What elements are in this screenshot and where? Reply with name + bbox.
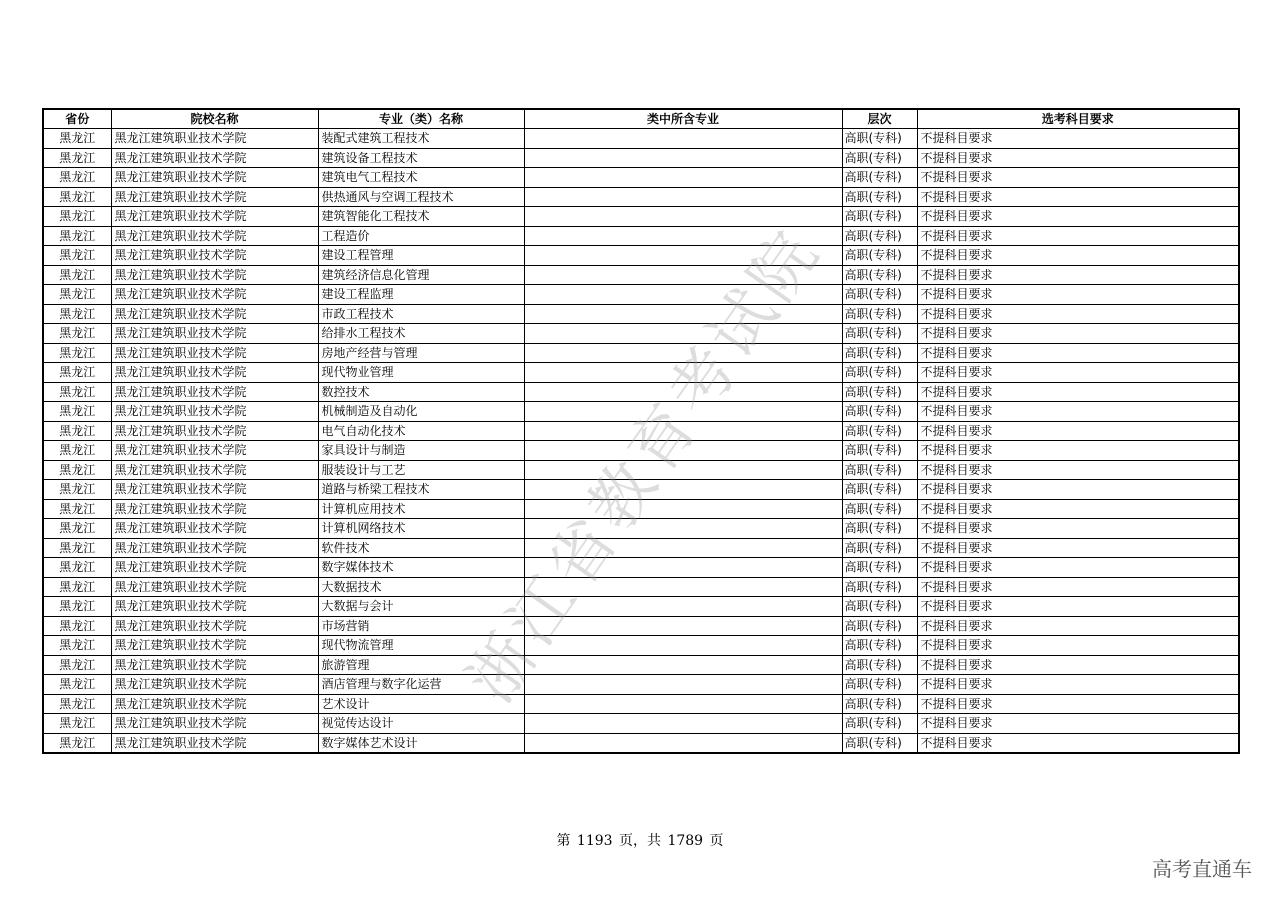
cell-included-majors	[524, 421, 842, 441]
cell-included-majors	[524, 733, 842, 753]
cell-included-majors	[524, 343, 842, 363]
cell-province: 黑龙江	[43, 324, 111, 344]
cell-school: 黑龙江建筑职业技术学院	[111, 207, 318, 227]
cell-province: 黑龙江	[43, 636, 111, 656]
cell-subject-requirement: 不提科目要求	[917, 538, 1239, 558]
cell-major: 供热通风与空调工程技术	[318, 187, 524, 207]
cell-major: 建设工程监理	[318, 285, 524, 305]
cell-province: 黑龙江	[43, 655, 111, 675]
cell-school: 黑龙江建筑职业技术学院	[111, 519, 318, 539]
cell-province: 黑龙江	[43, 694, 111, 714]
cell-level: 高职(专科)	[842, 421, 917, 441]
table-header-row	[43, 109, 1239, 129]
cell-major: 道路与桥梁工程技术	[318, 480, 524, 500]
table-body	[43, 129, 1239, 753]
cell-included-majors	[524, 460, 842, 480]
cell-major: 机械制造及自动化	[318, 402, 524, 422]
cell-province: 黑龙江	[43, 265, 111, 285]
cell-province: 黑龙江	[43, 558, 111, 578]
cell-level: 高职(专科)	[842, 402, 917, 422]
watermark: 浙江省教育考试院	[454, 214, 836, 717]
header-school: 院校名称	[111, 109, 318, 129]
cell-included-majors	[524, 265, 842, 285]
cell-major: 现代物流管理	[318, 636, 524, 656]
cell-level: 高职(专科)	[842, 733, 917, 753]
cell-included-majors	[524, 363, 842, 383]
header-major: 专业（类）名称	[318, 109, 524, 129]
table-row	[43, 460, 1239, 480]
cell-included-majors	[524, 519, 842, 539]
cell-province: 黑龙江	[43, 597, 111, 617]
table-row	[43, 129, 1239, 149]
cell-subject-requirement: 不提科目要求	[917, 460, 1239, 480]
cell-included-majors	[524, 616, 842, 636]
cell-level: 高职(专科)	[842, 655, 917, 675]
table-row	[43, 480, 1239, 500]
table-row	[43, 187, 1239, 207]
cell-province: 黑龙江	[43, 441, 111, 461]
cell-level: 高职(专科)	[842, 246, 917, 266]
cell-province: 黑龙江	[43, 343, 111, 363]
cell-subject-requirement: 不提科目要求	[917, 226, 1239, 246]
cell-province: 黑龙江	[43, 168, 111, 188]
cell-level: 高职(专科)	[842, 616, 917, 636]
cell-subject-requirement: 不提科目要求	[917, 577, 1239, 597]
cell-included-majors	[524, 636, 842, 656]
cell-major: 计算机网络技术	[318, 519, 524, 539]
cell-subject-requirement: 不提科目要求	[917, 324, 1239, 344]
table-row	[43, 519, 1239, 539]
cell-subject-requirement: 不提科目要求	[917, 402, 1239, 422]
cell-included-majors	[524, 402, 842, 422]
cell-school: 黑龙江建筑职业技术学院	[111, 441, 318, 461]
table-row	[43, 714, 1239, 734]
cell-level: 高职(专科)	[842, 636, 917, 656]
cell-province: 黑龙江	[43, 246, 111, 266]
cell-province: 黑龙江	[43, 402, 111, 422]
cell-school: 黑龙江建筑职业技术学院	[111, 694, 318, 714]
cell-school: 黑龙江建筑职业技术学院	[111, 226, 318, 246]
cell-subject-requirement: 不提科目要求	[917, 265, 1239, 285]
table-row	[43, 324, 1239, 344]
cell-included-majors	[524, 441, 842, 461]
cell-level: 高职(专科)	[842, 714, 917, 734]
header-included-majors: 类中所含专业	[524, 109, 842, 129]
admission-table	[42, 108, 1240, 754]
cell-included-majors	[524, 304, 842, 324]
cell-major: 视觉传达设计	[318, 714, 524, 734]
cell-province: 黑龙江	[43, 304, 111, 324]
cell-level: 高职(专科)	[842, 694, 917, 714]
cell-province: 黑龙江	[43, 733, 111, 753]
table-row	[43, 148, 1239, 168]
cell-included-majors	[524, 558, 842, 578]
cell-school: 黑龙江建筑职业技术学院	[111, 714, 318, 734]
cell-subject-requirement: 不提科目要求	[917, 207, 1239, 227]
cell-school: 黑龙江建筑职业技术学院	[111, 129, 318, 149]
table-row	[43, 207, 1239, 227]
table-row	[43, 733, 1239, 753]
cell-province: 黑龙江	[43, 226, 111, 246]
cell-level: 高职(专科)	[842, 519, 917, 539]
cell-included-majors	[524, 285, 842, 305]
cell-included-majors	[524, 499, 842, 519]
table-row	[43, 694, 1239, 714]
cell-major: 建设工程管理	[318, 246, 524, 266]
cell-major: 数控技术	[318, 382, 524, 402]
cell-school: 黑龙江建筑职业技术学院	[111, 558, 318, 578]
cell-major: 大数据与会计	[318, 597, 524, 617]
cell-subject-requirement: 不提科目要求	[917, 285, 1239, 305]
cell-included-majors	[524, 148, 842, 168]
table-row	[43, 577, 1239, 597]
cell-school: 黑龙江建筑职业技术学院	[111, 675, 318, 695]
table-row	[43, 441, 1239, 461]
cell-province: 黑龙江	[43, 129, 111, 149]
cell-included-majors	[524, 207, 842, 227]
cell-subject-requirement: 不提科目要求	[917, 363, 1239, 383]
table-row	[43, 226, 1239, 246]
cell-major: 大数据技术	[318, 577, 524, 597]
table-row	[43, 265, 1239, 285]
table-row	[43, 363, 1239, 383]
cell-included-majors	[524, 597, 842, 617]
table-row	[43, 616, 1239, 636]
table-row	[43, 558, 1239, 578]
cell-major: 工程造价	[318, 226, 524, 246]
brand-logo-text: 高考直通车	[1152, 857, 1252, 881]
cell-province: 黑龙江	[43, 480, 111, 500]
cell-level: 高职(专科)	[842, 480, 917, 500]
cell-level: 高职(专科)	[842, 441, 917, 461]
table-row	[43, 538, 1239, 558]
cell-subject-requirement: 不提科目要求	[917, 246, 1239, 266]
cell-subject-requirement: 不提科目要求	[917, 499, 1239, 519]
cell-province: 黑龙江	[43, 421, 111, 441]
cell-school: 黑龙江建筑职业技术学院	[111, 460, 318, 480]
cell-level: 高职(专科)	[842, 285, 917, 305]
page-footer: 第 1193 页，共 1789 页	[556, 833, 724, 849]
cell-level: 高职(专科)	[842, 304, 917, 324]
cell-school: 黑龙江建筑职业技术学院	[111, 655, 318, 675]
cell-school: 黑龙江建筑职业技术学院	[111, 324, 318, 344]
cell-level: 高职(专科)	[842, 363, 917, 383]
cell-subject-requirement: 不提科目要求	[917, 655, 1239, 675]
cell-major: 建筑智能化工程技术	[318, 207, 524, 227]
table-row	[43, 597, 1239, 617]
cell-subject-requirement: 不提科目要求	[917, 733, 1239, 753]
cell-subject-requirement: 不提科目要求	[917, 519, 1239, 539]
table-row	[43, 675, 1239, 695]
cell-included-majors	[524, 655, 842, 675]
cell-subject-requirement: 不提科目要求	[917, 616, 1239, 636]
table-row	[43, 304, 1239, 324]
cell-included-majors	[524, 577, 842, 597]
cell-level: 高职(专科)	[842, 324, 917, 344]
cell-included-majors	[524, 187, 842, 207]
cell-school: 黑龙江建筑职业技术学院	[111, 168, 318, 188]
cell-school: 黑龙江建筑职业技术学院	[111, 733, 318, 753]
table-row	[43, 499, 1239, 519]
cell-school: 黑龙江建筑职业技术学院	[111, 187, 318, 207]
cell-province: 黑龙江	[43, 285, 111, 305]
cell-level: 高职(专科)	[842, 577, 917, 597]
cell-province: 黑龙江	[43, 616, 111, 636]
cell-subject-requirement: 不提科目要求	[917, 187, 1239, 207]
cell-included-majors	[524, 168, 842, 188]
cell-included-majors	[524, 480, 842, 500]
header-subject-requirement: 选考科目要求	[917, 109, 1239, 129]
cell-province: 黑龙江	[43, 382, 111, 402]
cell-level: 高职(专科)	[842, 558, 917, 578]
cell-province: 黑龙江	[43, 499, 111, 519]
cell-major: 数字媒体艺术设计	[318, 733, 524, 753]
cell-included-majors	[524, 675, 842, 695]
cell-province: 黑龙江	[43, 675, 111, 695]
cell-major: 艺术设计	[318, 694, 524, 714]
cell-level: 高职(专科)	[842, 499, 917, 519]
cell-major: 计算机应用技术	[318, 499, 524, 519]
cell-school: 黑龙江建筑职业技术学院	[111, 304, 318, 324]
cell-school: 黑龙江建筑职业技术学院	[111, 480, 318, 500]
cell-school: 黑龙江建筑职业技术学院	[111, 148, 318, 168]
cell-level: 高职(专科)	[842, 538, 917, 558]
cell-major: 电气自动化技术	[318, 421, 524, 441]
cell-subject-requirement: 不提科目要求	[917, 694, 1239, 714]
cell-level: 高职(专科)	[842, 148, 917, 168]
cell-subject-requirement: 不提科目要求	[917, 675, 1239, 695]
cell-province: 黑龙江	[43, 148, 111, 168]
cell-school: 黑龙江建筑职业技术学院	[111, 577, 318, 597]
cell-included-majors	[524, 324, 842, 344]
cell-level: 高职(专科)	[842, 382, 917, 402]
cell-province: 黑龙江	[43, 187, 111, 207]
cell-level: 高职(专科)	[842, 226, 917, 246]
header-level: 层次	[842, 109, 917, 129]
cell-school: 黑龙江建筑职业技术学院	[111, 343, 318, 363]
table-row	[43, 285, 1239, 305]
cell-school: 黑龙江建筑职业技术学院	[111, 421, 318, 441]
cell-major: 装配式建筑工程技术	[318, 129, 524, 149]
cell-school: 黑龙江建筑职业技术学院	[111, 402, 318, 422]
cell-level: 高职(专科)	[842, 187, 917, 207]
cell-subject-requirement: 不提科目要求	[917, 343, 1239, 363]
cell-school: 黑龙江建筑职业技术学院	[111, 538, 318, 558]
cell-major: 家具设计与制造	[318, 441, 524, 461]
cell-subject-requirement: 不提科目要求	[917, 304, 1239, 324]
cell-major: 市政工程技术	[318, 304, 524, 324]
cell-province: 黑龙江	[43, 538, 111, 558]
cell-level: 高职(专科)	[842, 207, 917, 227]
cell-included-majors	[524, 694, 842, 714]
cell-subject-requirement: 不提科目要求	[917, 597, 1239, 617]
cell-subject-requirement: 不提科目要求	[917, 148, 1239, 168]
cell-major: 软件技术	[318, 538, 524, 558]
cell-subject-requirement: 不提科目要求	[917, 421, 1239, 441]
cell-school: 黑龙江建筑职业技术学院	[111, 382, 318, 402]
cell-level: 高职(专科)	[842, 265, 917, 285]
cell-school: 黑龙江建筑职业技术学院	[111, 636, 318, 656]
cell-subject-requirement: 不提科目要求	[917, 558, 1239, 578]
cell-province: 黑龙江	[43, 207, 111, 227]
cell-major: 建筑电气工程技术	[318, 168, 524, 188]
cell-school: 黑龙江建筑职业技术学院	[111, 246, 318, 266]
cell-included-majors	[524, 538, 842, 558]
cell-included-majors	[524, 714, 842, 734]
cell-major: 房地产经营与管理	[318, 343, 524, 363]
cell-level: 高职(专科)	[842, 343, 917, 363]
cell-level: 高职(专科)	[842, 675, 917, 695]
cell-major: 酒店管理与数字化运营	[318, 675, 524, 695]
cell-province: 黑龙江	[43, 460, 111, 480]
cell-school: 黑龙江建筑职业技术学院	[111, 597, 318, 617]
table-row	[43, 168, 1239, 188]
cell-subject-requirement: 不提科目要求	[917, 168, 1239, 188]
cell-included-majors	[524, 226, 842, 246]
cell-subject-requirement: 不提科目要求	[917, 714, 1239, 734]
cell-major: 旅游管理	[318, 655, 524, 675]
cell-province: 黑龙江	[43, 577, 111, 597]
header-province: 省份	[43, 109, 111, 129]
table-row	[43, 655, 1239, 675]
cell-school: 黑龙江建筑职业技术学院	[111, 499, 318, 519]
table-row	[43, 421, 1239, 441]
cell-province: 黑龙江	[43, 714, 111, 734]
cell-subject-requirement: 不提科目要求	[917, 129, 1239, 149]
cell-school: 黑龙江建筑职业技术学院	[111, 616, 318, 636]
cell-subject-requirement: 不提科目要求	[917, 441, 1239, 461]
cell-major: 给排水工程技术	[318, 324, 524, 344]
table-row	[43, 636, 1239, 656]
cell-included-majors	[524, 129, 842, 149]
cell-school: 黑龙江建筑职业技术学院	[111, 363, 318, 383]
table-row	[43, 246, 1239, 266]
cell-included-majors	[524, 382, 842, 402]
cell-level: 高职(专科)	[842, 129, 917, 149]
cell-level: 高职(专科)	[842, 597, 917, 617]
cell-level: 高职(专科)	[842, 168, 917, 188]
cell-school: 黑龙江建筑职业技术学院	[111, 285, 318, 305]
cell-subject-requirement: 不提科目要求	[917, 480, 1239, 500]
cell-included-majors	[524, 246, 842, 266]
table-row	[43, 382, 1239, 402]
cell-major: 建筑设备工程技术	[318, 148, 524, 168]
cell-major: 市场营销	[318, 616, 524, 636]
cell-subject-requirement: 不提科目要求	[917, 636, 1239, 656]
table-row	[43, 343, 1239, 363]
cell-province: 黑龙江	[43, 519, 111, 539]
table-row	[43, 402, 1239, 422]
cell-major: 建筑经济信息化管理	[318, 265, 524, 285]
cell-subject-requirement: 不提科目要求	[917, 382, 1239, 402]
cell-level: 高职(专科)	[842, 460, 917, 480]
cell-school: 黑龙江建筑职业技术学院	[111, 265, 318, 285]
cell-major: 数字媒体技术	[318, 558, 524, 578]
cell-province: 黑龙江	[43, 363, 111, 383]
cell-major: 现代物业管理	[318, 363, 524, 383]
cell-major: 服装设计与工艺	[318, 460, 524, 480]
